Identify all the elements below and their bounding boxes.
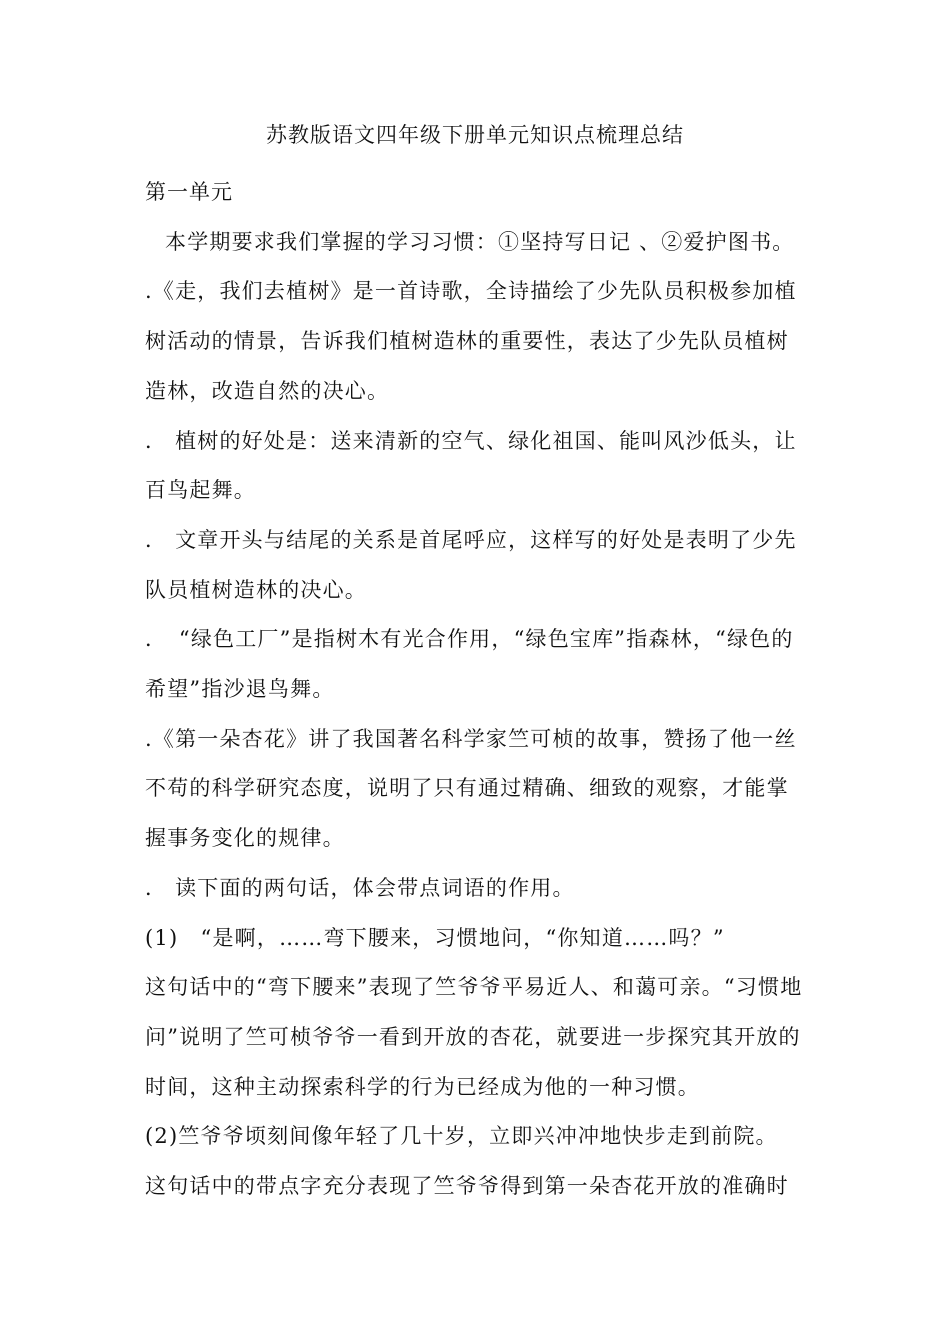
paragraph-sentence-1-analysis: 这句话中的“弯下腰来”表现了竺爷爷平易近人、和蔼可亲。“习惯地问”说明了竺可桢爷爷一看到开放的杏花，就要进一步探究其开放的时间，这种主动探索科学的行为已经成为他的一种习惯。: [145, 975, 803, 1099]
document-title: 苏教版语文四年级下册单元知识点梳理总结: [266, 123, 684, 147]
paragraph-study-habits: 本学期要求我们掌握的学习习惯：①坚持写日记 、②爱护图书。: [165, 229, 795, 254]
unit-heading: 第一单元: [145, 180, 233, 204]
paragraph-poem-summary: .《走，我们去植树》是一首诗歌，全诗描绘了少先队员积极参加植树活动的情景，告诉我们植树造林的重要性，表达了少先队员植树造林，改造自然的决心。: [145, 279, 797, 403]
paragraph-structure: ． 文章开头与结尾的关系是首尾呼应，这样写的好处是表明了少先队员植树造林的决心。: [145, 527, 797, 602]
paragraph-sentence-1: (1) “是啊，……弯下腰来，习惯地问，“你知道……吗？”: [145, 925, 725, 950]
paragraph-reading-task: ． 读下面的两句话，体会带点词语的作用。: [145, 875, 575, 900]
paragraph-green-terms: ． “绿色工厂”是指树木有光合作用，“绿色宝库”指森林，“绿色的希望”指沙退鸟舞。: [145, 627, 794, 702]
paragraph-tree-benefits: ． 植树的好处是：送来清新的空气、绿化祖国、能叫风沙低头，让百鸟起舞。: [145, 428, 797, 503]
paragraph-sentence-2-analysis: 这句话中的带点字充分表现了竺爷爷得到第一朵杏花开放的准确时: [145, 1174, 789, 1199]
paragraph-apricot-summary: .《第一朵杏花》讲了我国著名科学家竺可桢的故事，赞扬了他一丝不苟的科学研究态度，说明了只有通过精确、细致的观察，才能掌握事务变化的规律。: [145, 726, 797, 851]
document-body: [145, 168, 810, 1212]
paragraph-sentence-2: (2)竺爷爷顷刻间像年轻了几十岁，立即兴冲冲地快步走到前院。: [145, 1124, 778, 1149]
